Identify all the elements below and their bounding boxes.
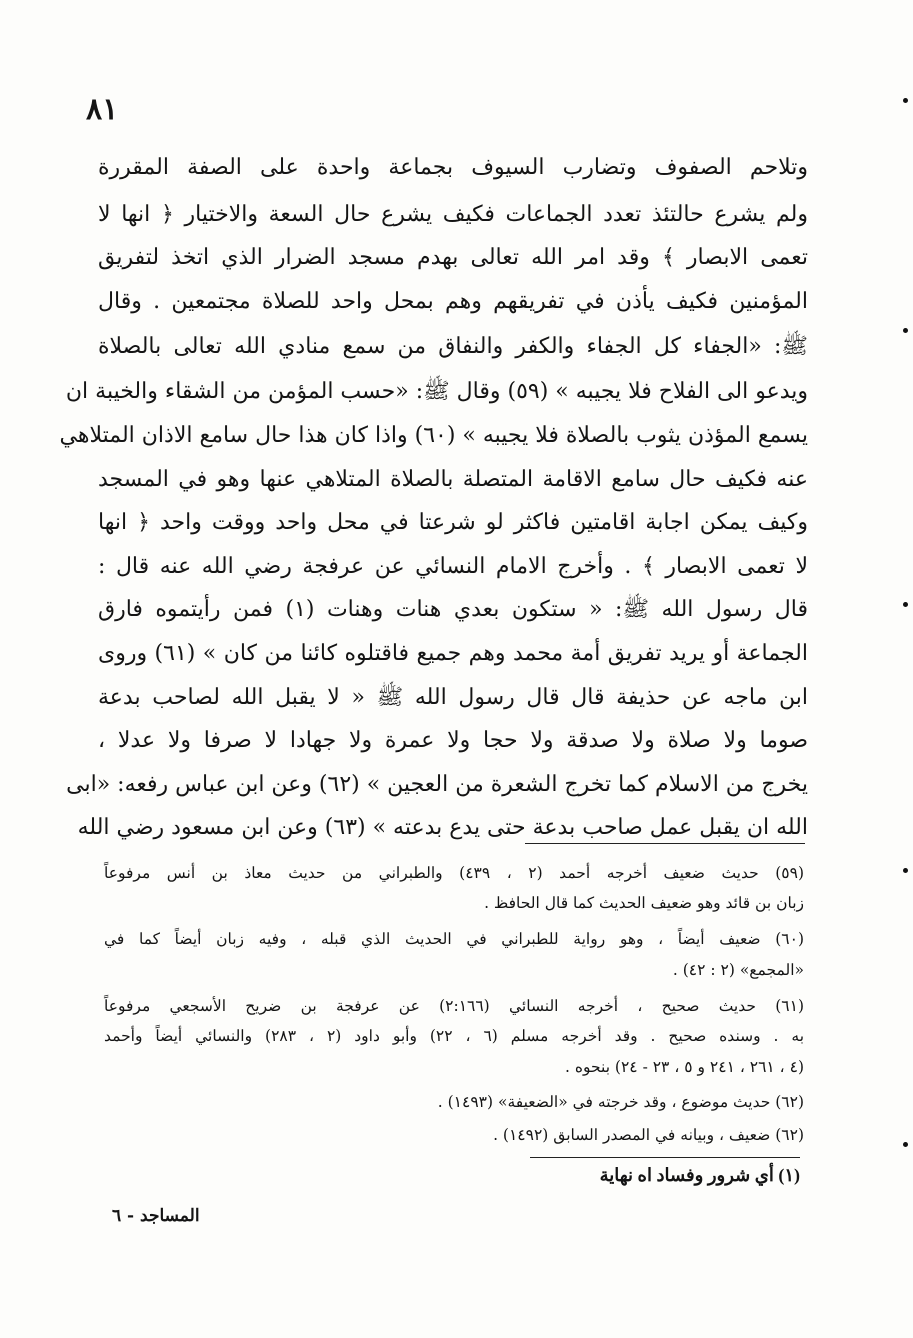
footnote-line: (٦١) حديث صحيح ، أخرجه النسائي (٢:١٦٦) عن عرفجة بن ضريح الأسجعي مرفوعاً (104, 997, 804, 1015)
scan-speck (903, 868, 908, 873)
scan-speck (903, 328, 908, 333)
margin-note: (١) أي شرور وفساد اه نهاية (599, 1165, 800, 1185)
footnote-line: (٦٢) ضعيف ، وبيانه في المصدر السابق (١٤٩٢) . (493, 1126, 804, 1144)
footnote-divider (525, 843, 805, 844)
body-line: وتلاحم الصفوف وتضارب السيوف بجماعة واحدة على الصفة المقررة (98, 155, 808, 180)
body-line: الله ان يقبل عمل صاحب بدعة حتى يدع بدعته » (٦٣) وعن ابن مسعود رضي الله (77, 815, 808, 840)
footnote-line: به . وسنده صحيح . وقد أخرجه مسلم (٦ ، ٢٢) وأبو داود (٢ ، ٢٨٣) والنسائي أيضاً وأحمد (104, 1027, 805, 1045)
body-line: وكيف يمكن اجابة اقامتين فاكثر لو شرعتا في محل واحد ووقت واحد ﴿ انها (98, 510, 808, 535)
footnote-line: (٥٩) حديث ضعيف أخرجه أحمد (٢ ، ٤٣٩) والطبراني من حديث معاذ بن أنس مرفوعاً (104, 864, 804, 882)
body-line: صوما ولا صلاة ولا صدقة ولا حجا ولا عمرة ولا جهادا لا صرفا ولا عدلا ، (98, 728, 808, 753)
body-line: ابن ماجه عن حذيفة قال قال رسول الله ﷺ « لا يقبل الله لصاحب بدعة (98, 685, 808, 710)
signature-label: المساجد - ٦ (112, 1206, 200, 1226)
body-line: الجماعة أو يريد تفريق أمة محمد وهم جميع فاقتلوه كائنا من كان » (٦١) وروى (98, 641, 808, 666)
footnote-line: زبان بن قائد وهو ضعيف الحديث كما قال الحافظ . (484, 894, 804, 912)
footnote-line: (٦٢) حديث موضوع ، وقد خرجته في «الضعيفة» (١٤٩٣) . (437, 1093, 804, 1111)
body-line: ويدعو الى الفلاح فلا يجيبه » (٥٩) وقال ﷺ: «حسب المؤمن من الشقاء والخيبة ان (65, 379, 808, 404)
scan-speck (903, 602, 908, 607)
body-line: يسمع المؤذن يثوب بالصلاة فلا يجيبه » (٦٠) واذا كان هذا حال سامع الاذان المتلاهي (59, 423, 808, 448)
body-line: المؤمنين فكيف يأذن في تفريقهم وهم بمحل واحد للصلاة مجتمعين . وقال (98, 289, 808, 314)
body-line: ولم يشرع حالتئذ تعدد الجماعات فكيف يشرع حال السعة والاختيار ﴿ انها لا (98, 202, 808, 227)
margin-note-divider (530, 1157, 800, 1158)
body-line: يخرج من الاسلام كما تخرج الشعرة من العجين » (٦٢) وعن ابن عباس رفعه: «ابى (66, 772, 808, 797)
footnote-line: (٤ ، ٢٦١ ، ٢٤١ و ٥ ، ٢٣ - ٢٤) بنحوه . (565, 1058, 804, 1076)
body-line: قال رسول الله ﷺ: « ستكون بعدي هنات وهنات (١) فمن رأيتموه فارق (98, 597, 808, 622)
body-line: ﷺ: «الجفاء كل الجفاء والكفر والنفاق من سمع منادي الله تعالى بالصلاة (98, 334, 808, 359)
body-line: لا تعمى الابصار ﴾ . وأخرج الامام النسائي عن عرفجة رضي الله عنه قال : (98, 554, 808, 579)
footnote-line: (٦٠) ضعيف أيضاً ، وهو رواية للطبراني في الحديث الذي قبله ، وفيه زبان أيضاً كما في (104, 930, 804, 948)
scan-speck (903, 98, 908, 103)
body-line: عنه فكيف حال سامع الاقامة المتصلة بالصلاة المتلاهي عنها وهو في المسجد (98, 467, 808, 492)
body-line: تعمى الابصار ﴾ وقد امر الله تعالى بهدم مسجد الضرار الذي اتخذ لتفريق (98, 245, 808, 270)
scan-speck (903, 1142, 908, 1147)
footnote-line: «المجمع» (٢ : ٤٢) . (672, 961, 804, 979)
page-number: ٨١ (86, 92, 119, 127)
